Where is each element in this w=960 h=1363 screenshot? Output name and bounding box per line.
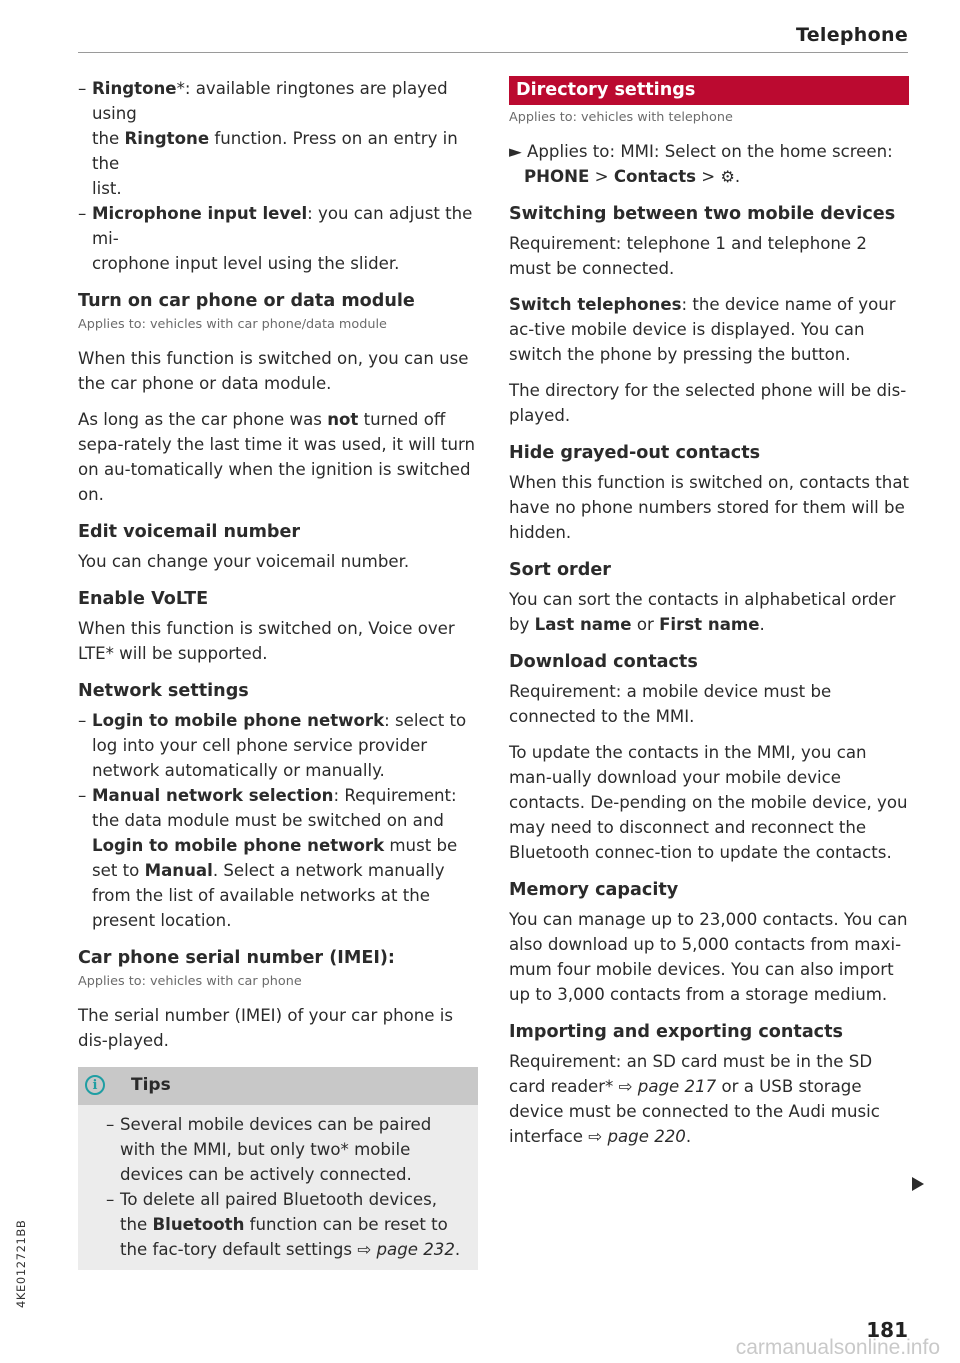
paragraph: Requirement: telephone 1 and telephone 2 must be connected. [509,234,867,278]
microphone-text: : you can adjust the mi- [92,204,473,248]
bold-text: Manual [144,861,213,880]
network-list [78,708,478,933]
text: : the device name of your ac-tive mobile device is displayed. You can switch the phone by pressing the button. [509,295,896,364]
text: or a USB storage device must be connected to the Audi music interface [509,1077,880,1146]
page-header-title: Telephone [795,24,908,46]
applies-note: Applies to: vehicles with telephone [509,110,733,125]
heading-imei: Car phone serial number (IMEI): [78,948,395,968]
heading-switching: Switching between two mobile devices [509,204,896,224]
text: . [759,615,765,634]
heading-car-phone: Turn on car phone or data module [78,291,415,311]
path-contacts: Contacts [613,167,697,186]
section-title-bar: Directory settings [509,76,909,105]
text: Several mobile devices can be paired with the MMI, but only two* mobile devices can be actively connected. [120,1115,432,1184]
text: As long as the car phone was [78,410,328,429]
dash-marker: – [78,786,87,805]
dash-marker: – [106,1115,115,1134]
info-icon: i [85,1075,105,1095]
text: function can be reset to the fac-tory default settings [120,1215,448,1259]
paragraph [509,587,909,637]
page-reference-link[interactable]: ⇨ page 217 [618,1077,717,1096]
path-separator: > [589,167,614,186]
page-reference-link[interactable]: ⇨ page 220 [588,1127,686,1146]
heading-memory: Memory capacity [509,880,679,900]
watermark: carmanualsonline.info [735,1336,940,1359]
bold-text: Login to mobile phone network [92,836,385,855]
text: must be set to [92,836,458,880]
heading-hide-grayed: Hide grayed-out contacts [509,443,761,463]
tips-header [78,1067,478,1105]
paragraph: The directory for the selected phone will be dis-played. [509,381,907,425]
gear-icon: ⚙ [720,167,735,186]
list-item-manual-network [78,783,478,933]
ringtone-text: the [92,129,125,148]
paragraph: You can manage up to 23,000 contacts. You can also download up to 5,000 contacts from maxi-mum four mobile devices. You can also import up to 3,000 contacts from a storage medium. [509,910,908,1004]
text: . [734,167,741,186]
ringtone-function-label: Ringtone [124,129,210,148]
path-phone: PHONE [524,167,590,186]
text: . [454,1240,461,1259]
text: . Select a network manually from the list of available networks at the present location. [92,861,445,930]
ringtone-text: list. [92,179,122,198]
heading-import-export: Importing and exporting contacts [509,1022,843,1042]
text: : Requirement: the data module must be switched on and [92,786,457,830]
list-item-login [78,708,478,783]
paragraph [509,292,909,367]
paragraph: Requirement: a mobile device must be connected to the MMI. [509,682,832,726]
ringtone-mic-list [78,76,478,276]
ringtone-text: function. Press on an entry in the [92,129,458,173]
list-item-ringtone [78,76,478,201]
applies-note: Applies to: vehicles with car phone [78,974,302,989]
heading-volte: Enable VoLTE [78,589,209,609]
paragraph: You can change your voicemail number. [78,552,410,571]
paragraph: When this function is switched on, Voice over LTE* will be supported. [78,619,455,663]
page-number: 181 [866,1318,908,1342]
path-prefix: ► Applies to: MMI: Select on the home screen: [509,142,893,161]
paragraph: The serial number (IMEI) of your car phone is dis-played. [78,1006,454,1050]
heading-network-settings: Network settings [78,681,249,701]
text: : select to log into your cell phone service provider network automatically or manually. [92,711,467,780]
ringtone-text: : available ringtones are played using [92,79,448,123]
right-column [509,76,909,1160]
ringtone-label: Ringtone [92,79,177,98]
dash-marker: – [106,1190,115,1209]
path-separator: > [696,167,721,186]
paragraph [509,1049,909,1149]
option-star: * [176,79,185,98]
text: turned off sepa-rately the last time it was used, it will turn on au-tomatically when the ignition is switched on. [78,410,476,504]
menu-path [509,139,909,189]
tips-box [78,1067,478,1270]
dash-marker: – [78,204,87,223]
list-item-microphone [78,201,478,276]
bold-text: Switch telephones [509,295,682,314]
bold-text: Last name [534,615,632,634]
applies-note: Applies to: vehicles with car phone/data module [78,317,387,332]
page-reference-link[interactable]: ⇨ page 232 [357,1240,455,1259]
paragraph: When this function is switched on, you can use the car phone or data module. [78,349,469,393]
login-label: Login to mobile phone network [92,711,385,730]
microphone-label: Microphone input level [92,204,308,223]
tips-body [78,1105,478,1270]
bold-text: Bluetooth [152,1215,245,1234]
bold-text: not [327,410,359,429]
bold-text: First name [659,615,760,634]
dash-marker: – [78,711,87,730]
microphone-text: crophone input level using the slider. [92,254,400,273]
text: To delete all paired Bluetooth devices, the [120,1190,437,1234]
manual-network-label: Manual network selection [92,786,334,805]
paragraph: When this function is switched on, contacts that have no phone numbers stored for them will be hidden. [509,473,909,542]
paragraph: To update the contacts in the MMI, you can man-ually download your mobile device contacts. De-pending on the mobile device, you may need to disconnect and reconnect the Bluetooth connec-tion to update the contacts. [509,743,908,862]
document-code: 4KE012721BB [14,1219,28,1308]
continue-arrow-icon [912,1177,924,1191]
left-column [78,76,478,1270]
dash-marker: – [78,79,87,98]
text: or [631,615,660,634]
heading-download: Download contacts [509,652,698,672]
text: You can sort the contacts in alphabetical order by [509,590,896,634]
tip-item [106,1187,464,1262]
tips-label: Tips [131,1075,171,1095]
text: Requirement: an SD card must be in the SD card reader* [509,1052,873,1096]
text: . [685,1127,692,1146]
header-divider [78,52,908,53]
heading-voicemail: Edit voicemail number [78,522,301,542]
tip-item [106,1112,464,1187]
heading-sort-order: Sort order [509,560,611,580]
paragraph [78,407,478,507]
